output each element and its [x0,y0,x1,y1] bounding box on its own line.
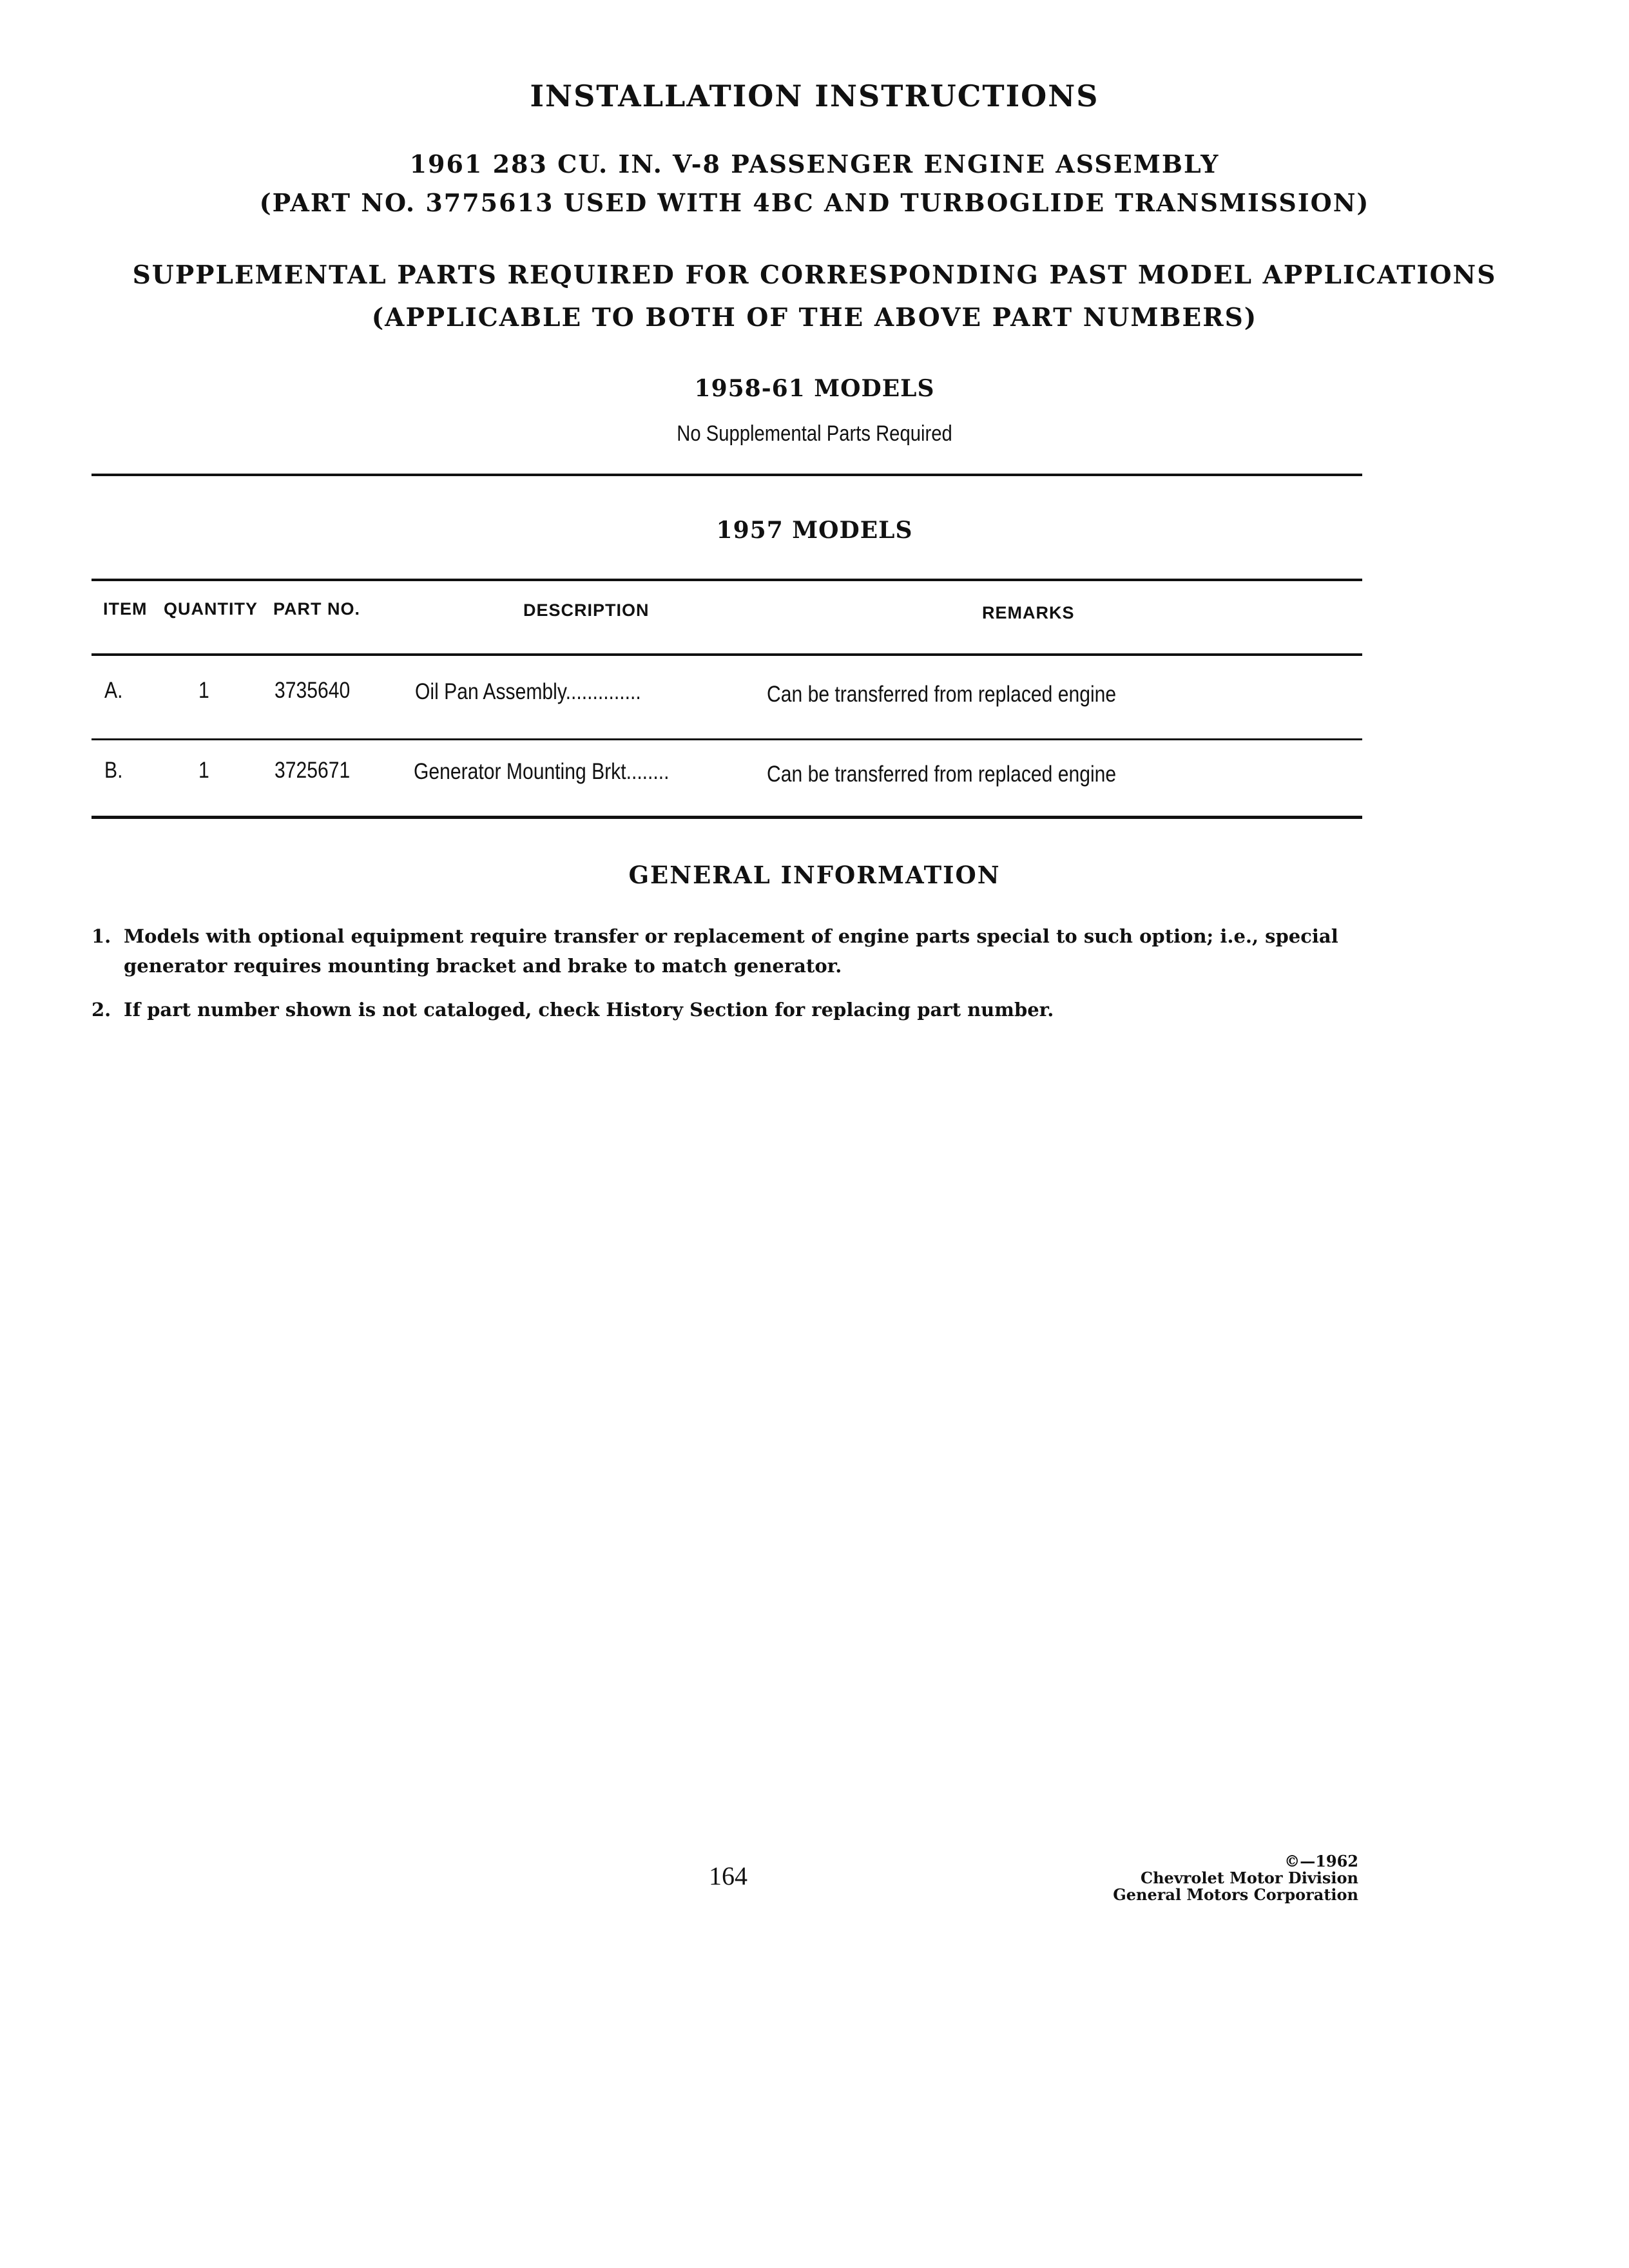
divider [92,474,1362,476]
copyright-notice: ©—1962 [1284,1852,1358,1870]
cell-remarks: Can be transferred from replaced engine [767,762,1117,787]
col-header-description: DESCRIPTION [523,601,650,620]
page-number: 164 [709,1861,747,1890]
note-text: Models with optional equipment require transfer or replacement of engine parts special to such option; i.e., special [124,925,1338,947]
applicable-heading: (APPLICABLE TO BOTH OF THE ABOVE PART NUMBERS) [371,303,1258,332]
note-2 [92,995,1367,1024]
col-header-item: ITEM [103,599,148,619]
section-1957-title: 1957 MODELS [716,517,913,544]
publisher-corporation: General Motors Corporation [1113,1885,1358,1904]
cell-part-no: 3725671 [275,758,351,783]
publisher-division: Chevrolet Motor Division [1141,1869,1358,1887]
table-header-rule [92,653,1362,656]
page-title: INSTALLATION INSTRUCTIONS [530,79,1099,113]
table-top-rule [92,579,1362,581]
cell-quantity: 1 [198,678,209,703]
cell-remarks: Can be transferred from replaced engine [767,682,1117,707]
col-header-quantity: QUANTITY [164,599,258,619]
col-header-remarks: REMARKS [982,603,1075,622]
cell-part-no: 3735640 [275,678,351,703]
section-1958-61-title: 1958-61 MODELS [694,375,935,402]
note-number: 1. [92,925,111,947]
cell-description: Generator Mounting Brkt........ [414,759,670,784]
section-1958-61-text: No Supplemental Parts Required [677,421,952,446]
engine-assembly-heading: 1961 283 CU. IN. V-8 PASSENGER ENGINE ASSEMBLY [409,149,1220,178]
note-1 [92,921,1367,981]
cell-item: B. [104,758,123,783]
supplemental-heading: SUPPLEMENTAL PARTS REQUIRED FOR CORRESPONDING PAST MODEL APPLICATIONS [132,260,1497,290]
table-bottom-rule [92,816,1362,819]
cell-quantity: 1 [198,758,209,783]
col-header-part-no: PART NO. [273,599,360,619]
general-information-title: GENERAL INFORMATION [628,861,1001,889]
note-text: If part number shown is not cataloged, check History Section for replacing part number. [124,999,1054,1021]
note-number: 2. [92,999,111,1021]
part-number-heading: (PART NO. 3775613 USED WITH 4BC AND TURBOGLIDE TRANSMISSION) [259,188,1370,217]
row-divider [92,738,1362,740]
note-text-continued: generator requires mounting bracket and brake to match generator. [124,955,842,977]
cell-description: Oil Pan Assembly.............. [415,679,641,704]
cell-item: A. [104,678,123,703]
